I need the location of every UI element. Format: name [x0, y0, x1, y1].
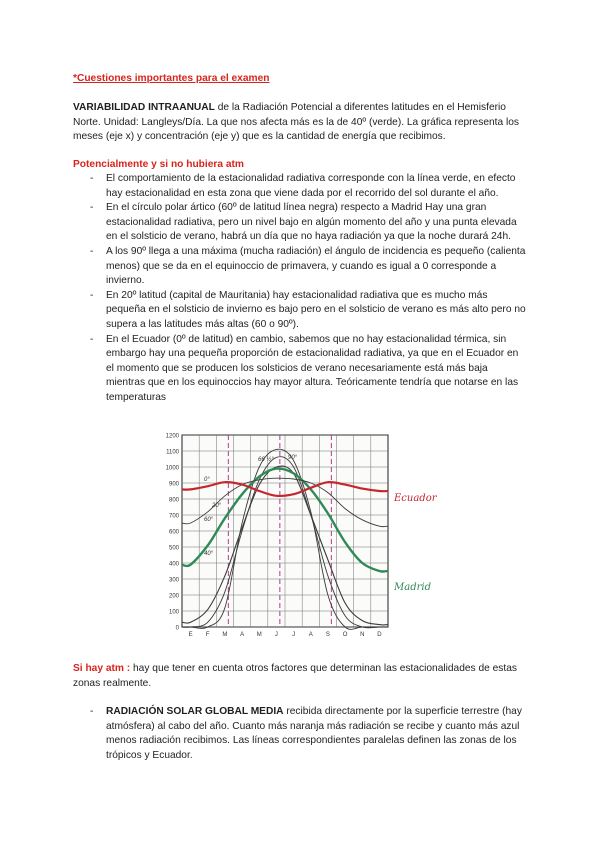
global-radiation-list	[73, 705, 529, 763]
y-tick-label: 800	[168, 497, 179, 504]
radiation-chart	[160, 427, 445, 653]
y-tick-label: 1200	[165, 433, 179, 440]
x-tick-label: F	[205, 632, 210, 638]
x-tick-label: S	[325, 632, 330, 638]
y-tick-label: 200	[168, 593, 179, 600]
ecuador-label: Ecuador	[394, 493, 437, 504]
y-tick-label: 700	[168, 513, 179, 520]
list-item-text: En el círculo polar ártico (60º de latitud línea negra) respecto a Madrid Hay una gran estacionalidad radiativa, pero un nivel bajo en algún momento del año y una punta elevada en el solsticio de verano, habrá un día que no haya radiación ya que la noche durará 24h.	[106, 202, 517, 243]
y-tick-label: 400	[168, 561, 179, 568]
x-tick-label: J	[292, 632, 296, 638]
list-item	[73, 289, 529, 333]
list-item-text: A los 90º llega a una máxima (mucha radiación) el ángulo de incidencia es pequeño (calienta menos) que se da en el equinoccio de primavera, y cuando es igual a 0 corresponde a invierno.	[106, 245, 526, 287]
dash-bullet: -	[90, 173, 94, 184]
intro-bold: VARIABILIDAD INTRAANUAL	[73, 102, 215, 113]
intro-text: de la Radiación Potencial a diferentes latitudes en el Hemisferio Norte. Unidad: Langleys/Día. La que nos afecta más es la de 40º (verde). La gráfica representa los meses (eje x) y concentración (eje y) que es la cantidad de energía que recibimos.	[73, 102, 519, 143]
dash-bullet: -	[90, 245, 94, 257]
latitude-label: 20°	[212, 503, 222, 509]
global-radiation-text: recibida directamente por la superficie terrestre (hay atmósfera) al cabo del año. Cuanto más naranja más radiación se recibe y cuanto más azul menos radiación recibimos. Las líneas correspondientes paralelas definen las zonas de los trópicos y Ecuador.	[106, 706, 522, 761]
list-item	[73, 201, 529, 245]
x-tick-label: E	[188, 632, 193, 638]
latitude-label: 40°	[204, 551, 214, 557]
x-tick-label: O	[342, 632, 348, 638]
latitude-label: 0°	[204, 477, 210, 483]
x-tick-label: A	[240, 632, 245, 638]
x-tick-label: N	[360, 632, 365, 638]
global-radiation-bold: RADIACIÓN SOLAR GLOBAL MEDIA	[106, 706, 284, 717]
x-tick-label: M	[222, 632, 228, 638]
section-title-no-atm: Potencialmente y si no hubiera atm	[73, 159, 244, 170]
dash-bullet: -	[90, 289, 94, 301]
atm-text: hay que tener en cuenta otros factores que determinan las estacionalidades de estas zonas realmente.	[73, 663, 517, 689]
x-tick-label: A	[308, 632, 313, 638]
atm-paragraph	[73, 662, 529, 691]
dash-bullet: -	[90, 706, 94, 717]
y-tick-label: 100	[168, 609, 179, 616]
y-tick-label: 1000	[165, 465, 179, 472]
dash-bullet: -	[90, 333, 94, 345]
madrid-label: Madrid	[394, 582, 431, 593]
x-tick-label: D	[377, 632, 382, 638]
y-tick-label: 300	[168, 577, 179, 584]
radiation-chart-svg	[160, 427, 445, 653]
y-tick-label: 1100	[166, 449, 179, 456]
y-tick-label: 900	[168, 481, 179, 488]
atm-title: Si hay atm :	[73, 663, 131, 674]
x-tick-label: M	[256, 632, 262, 638]
x-tick-label: J	[274, 632, 278, 638]
no-atm-list	[73, 172, 529, 406]
dash-bullet: -	[90, 202, 94, 214]
latitude-label: 60°	[204, 517, 214, 523]
list-item-text: El comportamiento de la estacionalidad radiativa corresponde con la línea verde, en efecto hay estacionalidad en esta zona que viene dada por el recorrido del sol durante el año.	[106, 173, 516, 199]
list-item-text: En 20º latitud (capital de Mauritania) hay estacionalidad radiativa que es mucho más pequeña en el solsticio de invierno es bajo pero en el solsticio de verano es más alto pero no supera a las latitudes más altas (60 o 90º).	[106, 289, 526, 330]
list-item	[73, 705, 529, 763]
exam-heading: *Cuestiones importantes para el examen	[73, 73, 270, 84]
list-item-text: En el Ecuador (0º de latitud) en cambio, sabemos que no hay estacionalidad térmica, sin embargo hay una pequeña proporción de estacionalidad radiativa, ya que en el Ecuador en el momento que se producen los solsticios de verano necesariamente está más baja mientras que en los equinoccios hay mayor altura. Teóricamente tendría que notarse en las temperaturas	[106, 333, 519, 403]
y-tick-label: 500	[168, 545, 179, 552]
latitude-label: 66 ½°	[258, 457, 274, 463]
latitude-label: 90°	[288, 455, 298, 461]
list-item	[73, 333, 529, 406]
list-item	[73, 245, 529, 289]
intro-paragraph	[73, 101, 529, 145]
y-tick-label: 0	[175, 625, 179, 632]
list-item	[73, 172, 529, 201]
y-tick-label: 600	[168, 529, 179, 536]
